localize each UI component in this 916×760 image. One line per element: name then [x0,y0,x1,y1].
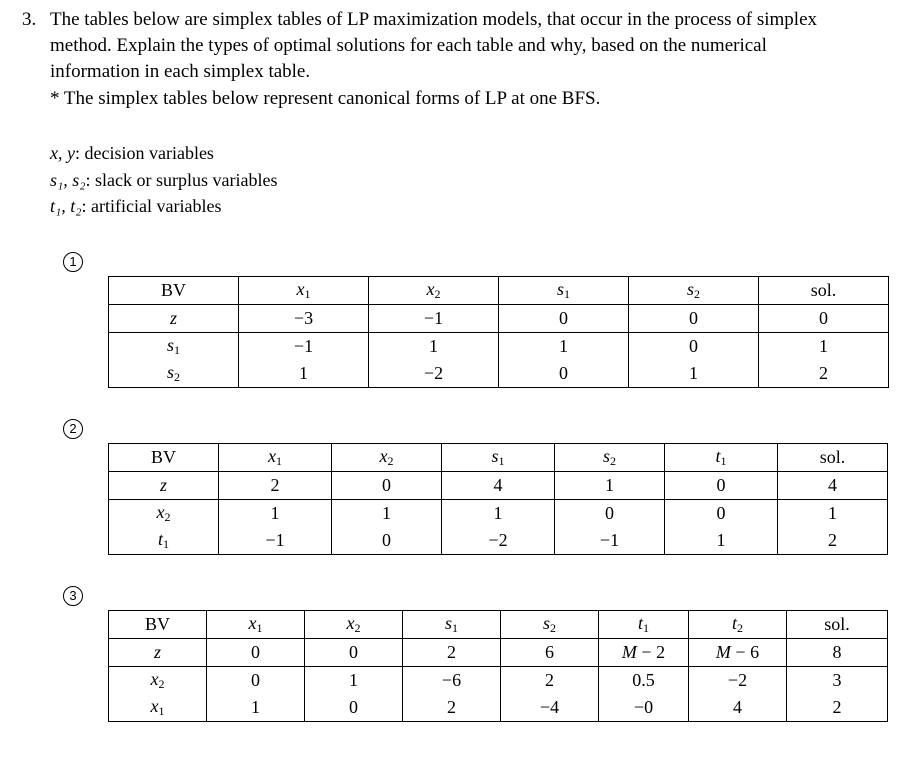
value-cell: 0 [305,639,403,667]
table-row [109,694,888,722]
variable-def-slack: s₁, s₂: slack or surplus variables [50,170,278,190]
value-cell: 0 [665,500,778,528]
value-cell: 1 [305,667,403,695]
value-cell: 0 [332,472,442,500]
value-cell: 1 [369,333,499,361]
header-cell: $x_2$ [369,277,499,305]
header-cell: $t_2$ [689,611,787,639]
basic-variable-cell: z [109,472,219,500]
question-line-1: The tables below are simplex tables of LP maximization models, that occur in the process of simplex [50,9,818,30]
variable-def-decision: x, y: decision variables [50,143,214,163]
question-number: 3. [22,9,37,30]
value-cell: 0 [759,305,889,333]
value-cell: −1 [265,530,285,550]
table-row [109,333,889,361]
value-cell: −4 [501,694,599,722]
table-row [109,360,889,388]
value-cell: 8 [787,639,888,667]
header-cell: sol. [759,277,889,305]
value-cell: 1 [270,503,280,523]
value-cell: −2 [689,667,787,695]
header-cell: sol. [787,611,888,639]
value-cell: 4 [778,472,888,500]
value-cell: 2 [759,360,889,388]
value-cell: −6 [403,667,501,695]
header-cell: $t_1$ [665,444,778,472]
header-cell: $s_1$ [403,611,501,639]
table-row [109,305,889,333]
question-note: * The simplex tables below represent canonical forms of LP at one BFS. [50,88,601,109]
value-cell: M − 2 [599,639,689,667]
header-cell: sol. [778,444,888,472]
question-line-3: information in each simplex table. [50,61,311,82]
value-cell: −1 [293,336,314,356]
header-cell: $s_1$ [499,277,629,305]
value-cell: 0 [305,694,403,722]
header-cell: $x_1$ [207,611,305,639]
value-cell: 0.5 [599,667,689,695]
value-cell: 2 [403,639,501,667]
value-cell: 1 [778,500,888,528]
value-cell: 1 [299,363,308,383]
value-cell: 3 [787,667,888,695]
table-row [109,500,888,528]
header-cell: $s_2$ [629,277,759,305]
value-cell: 0 [207,639,305,667]
basic-variable-cell: $x_2$ [109,500,219,528]
value-cell: 2 [219,472,332,500]
value-cell: 2 [787,694,888,722]
variable-def-artificial: t₁, t₂: artificial variables [50,196,222,216]
simplex-table-2 [108,443,888,555]
value-cell: 1 [251,697,260,717]
value-cell: −2 [442,527,555,555]
basic-variable-cell: $s_1$ [109,333,239,361]
table-header-row [109,277,889,305]
basic-variable-cell: z [109,305,239,333]
question-line-2: method. Explain the types of optimal solutions for each table and why, based on the numerical [50,35,767,56]
value-cell: 0 [499,305,629,333]
value-cell: 2 [501,667,599,695]
header-cell: BV [109,611,207,639]
value-cell: 4 [442,472,555,500]
value-cell: 4 [689,694,787,722]
value-cell: 1 [629,360,759,388]
basic-variable-cell: $x_2$ [109,667,207,695]
basic-variable-cell: $t_1$ [109,527,219,555]
header-cell: $t_1$ [599,611,689,639]
table-2-marker: 2 [63,419,83,439]
value-cell: 0 [555,500,665,528]
header-cell: $x_2$ [305,611,403,639]
value-cell: 1 [759,333,889,361]
simplex-table-3 [108,610,888,722]
basic-variable-cell: $s_2$ [109,360,239,388]
header-cell: $x_1$ [239,277,369,305]
table-3-marker: 3 [63,586,83,606]
basic-variable-cell: z [109,639,207,667]
header-cell: $s_2$ [555,444,665,472]
table-header-row [109,611,888,639]
basic-variable-cell: $x_1$ [109,694,207,722]
value-cell: 2 [778,527,888,555]
value-cell: −1 [555,527,665,555]
header-cell: $s_2$ [501,611,599,639]
value-cell: 2 [403,694,501,722]
value-cell: −2 [369,360,499,388]
table-header-row [109,444,888,472]
header-cell: $s_1$ [442,444,555,472]
simplex-table-1 [108,276,889,388]
value-cell: −1 [369,305,499,333]
value-cell: 1 [555,472,665,500]
value-cell: 1 [442,500,555,528]
header-cell: $x_2$ [332,444,442,472]
table-row [109,527,888,555]
table-row [109,472,888,500]
value-cell: 0 [332,527,442,555]
header-cell: $x_1$ [219,444,332,472]
value-cell: 6 [501,639,599,667]
value-cell: 0 [499,360,629,388]
value-cell: 1 [665,527,778,555]
table-row [109,639,888,667]
value-cell: 0 [251,670,260,690]
value-cell: 0 [629,305,759,333]
value-cell: 0 [629,333,759,361]
value-cell: −0 [599,694,689,722]
value-cell: M − 6 [689,639,787,667]
header-cell: BV [109,277,239,305]
value-cell: 1 [499,333,629,361]
value-cell: 0 [665,472,778,500]
header-cell: BV [109,444,219,472]
value-cell: −3 [239,305,369,333]
table-1-marker: 1 [63,252,83,272]
value-cell: 1 [332,500,442,528]
table-row [109,667,888,695]
